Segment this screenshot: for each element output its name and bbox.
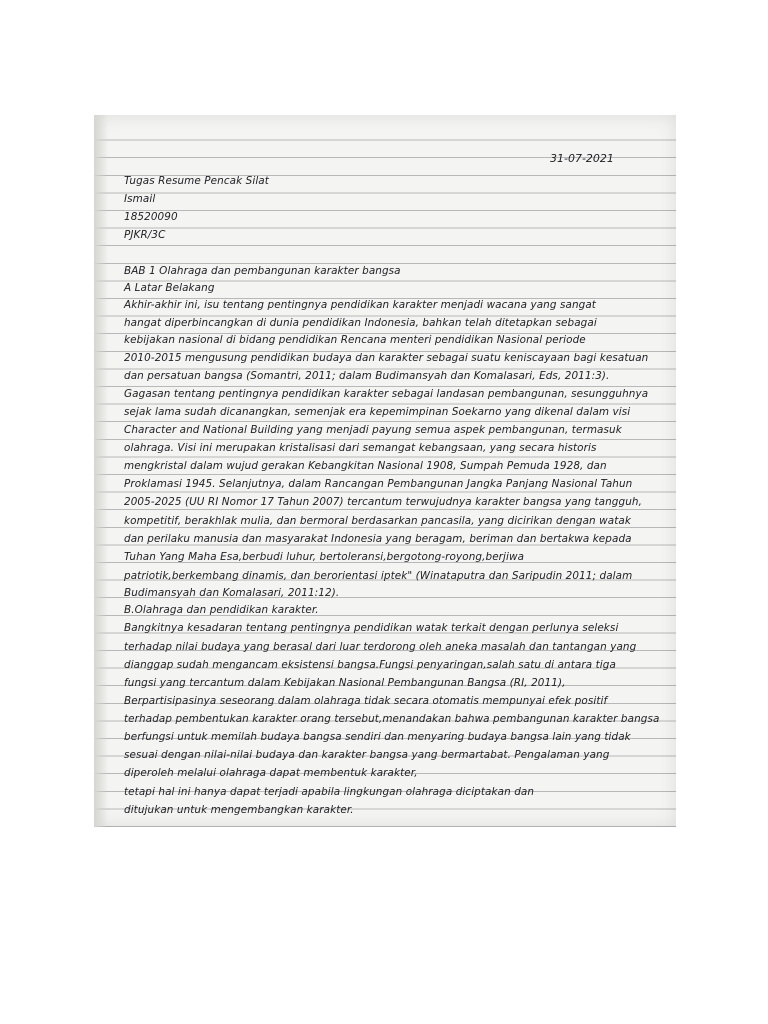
body-line: kompetitif, berakhlak mulia, dan bermoral berdasarkan pancasila, yang dicirikan dengan watak [124, 515, 631, 527]
body-line: patriotik,berkembang dinamis, dan berorientasi iptek" (Winataputra dan Saripudin 2011; dalam [124, 570, 633, 582]
body-line: olahraga. Visi ini merupakan kristalisasi dari semangat kebangsaan, yang secara historis [124, 442, 597, 454]
body-line: tetapi hal ini hanya dapat terjadi apabila lingkungan olahraga diciptakan dan [124, 786, 535, 798]
body-line: dianggap sudah mengancam eksistensi bangsa.Fungsi penyaringan,salah satu di antara tiga [124, 659, 616, 671]
body-line: Tuhan Yang Maha Esa,berbudi luhur, bertoleransi,bergotong-royong,berjiwa [124, 551, 525, 563]
body-line: fungsi yang tercantum dalam Kebijakan Nasional Pembangunan Bangsa (RI, 2011), [124, 677, 566, 689]
body-line: kebijakan nasional di bidang pendidikan Rencana menteri pendidikan Nasional periode [124, 334, 586, 346]
body-line: terhadap pembentukan karakter orang tersebut,menandakan bahwa pembangunan karakter bangsa [124, 713, 660, 725]
notebook-page [94, 115, 676, 827]
header-line-name: Ismail [124, 193, 156, 205]
body-line: Proklamasi 1945. Selanjutnya, dalam Rancangan Pembangunan Jangka Panjang Nasional Tahun [124, 478, 633, 490]
body-line: terhadap nilai budaya yang berasal dari luar terdorong oleh aneka masalah dan tantangan yang [124, 641, 637, 653]
body-line: dan persatuan bangsa (Somantri, 2011; dalam Budimansyah dan Komalasari, Eds, 2011:3). [124, 370, 610, 382]
body-line: diperoleh melalui olahraga dapat membentuk karakter, [124, 767, 418, 779]
body-line: Bangkitnya kesadaran tentang pentingnya pendidikan watak terkait dengan perlunya seleksi [124, 622, 619, 634]
body-line: 2010-2015 mengusung pendidikan budaya dan karakter sebagai suatu keniscayaan bagi kesatuan [124, 352, 649, 364]
body-line: mengkristal dalam wujud gerakan Kebangkitan Nasional 1908, Sumpah Pemuda 1928, dan [124, 460, 607, 472]
body-line: sesuai dengan nilai-nilai budaya dan karakter bangsa yang bermartabat. Pengalaman yang [124, 749, 610, 761]
body-line: 2005-2025 (UU RI Nomor 17 Tahun 2007) tercantum terwujudnya karakter bangsa yang tangguh, [124, 496, 642, 508]
body-line: sejak lama sudah dicanangkan, semenjak era kepemimpinan Soekarno yang dikenal dalam visi [124, 406, 631, 418]
body-line: Berpartisipasinya seseorang dalam olahraga tidak secara otomatis mempunyai efek positif [124, 695, 608, 707]
header-line-class: PJKR/3C [124, 229, 166, 241]
body-line: berfungsi untuk memilah budaya bangsa sendiri dan menyaring budaya bangsa lain yang tidak [124, 731, 631, 743]
body-line: Budimansyah dan Komalasari, 2011:12). [124, 587, 340, 599]
body-line: Gagasan tentang pentingnya pendidikan karakter sebagai landasan pembangunan, sesungguhnya [124, 388, 649, 400]
body-line: Akhir-akhir ini, isu tentang pentingnya pendidikan karakter menjadi wacana yang sangat [124, 299, 596, 311]
section-title: A Latar Belakang [124, 282, 215, 294]
date-label: 31-07-2021 [550, 152, 614, 165]
subsection-title: B.Olahraga dan pendidikan karakter. [124, 604, 319, 616]
body-line: Character and National Building yang menjadi payung semua aspek pembangunan, termasuk [124, 424, 622, 436]
body-line: hangat diperbincangkan di dunia pendidikan Indonesia, bahkan telah ditetapkan sebagai [124, 317, 597, 329]
header-line-title: Tugas Resume Pencak Silat [124, 175, 269, 187]
body-line: dan perilaku manusia dan masyarakat Indonesia yang beragam, beriman dan bertakwa kepada [124, 533, 632, 545]
body-line: ditujukan untuk mengembangkan karakter. [124, 804, 354, 816]
header-line-student-id: 18520090 [124, 211, 178, 223]
chapter-title: BAB 1 Olahraga dan pembangunan karakter bangsa [124, 265, 401, 277]
